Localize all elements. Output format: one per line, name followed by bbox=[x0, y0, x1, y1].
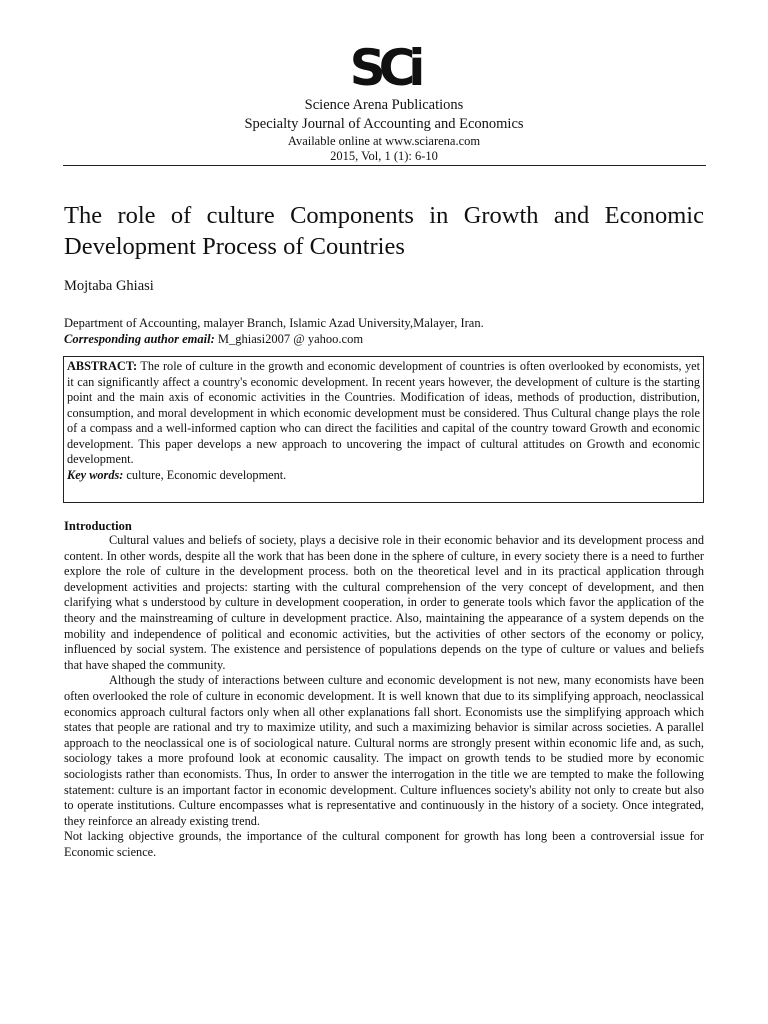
abstract-text: The role of culture in the growth and economic development of countries is often overlooked by economists, yet it can significantly affect a country's economic development. In recent years however, the development of culture is the starting point and the main axis of economic activities in the Countries. Modification of ideas, methods of production, distribution, consumption, and moral development in which economic development must be considered. Thus Cultural change plays the role of a compass and a well-informed caption who can direct the facilities and capital of the country toward Growth and economic development. This paper develops a new approach to uncovering the impact of cultural attitudes on Growth and economic development. bbox=[67, 359, 700, 466]
introduction-body bbox=[64, 533, 704, 860]
abstract-paragraph bbox=[67, 359, 700, 468]
body-paragraph: Not lacking objective grounds, the importance of the cultural component for growth has long been a controversial issue for Economic science. bbox=[64, 829, 704, 859]
abstract-box bbox=[63, 356, 704, 503]
author-affiliation: Department of Accounting, malayer Branch, Islamic Azad University,Malayer, Iran. bbox=[64, 316, 484, 330]
email-address: M_ghiasi2007 @ yahoo.com bbox=[214, 332, 364, 346]
header-divider bbox=[63, 165, 706, 166]
keywords-text: culture, Economic development. bbox=[123, 467, 287, 482]
body-paragraph: Although the study of interactions between culture and economic development is not new, many economists have been often overlooked the role of culture in economic development. It is well known that due to its simplifying approach, neoclassical economics approach cultural factors only when all other explanations fall short. Economists use the simplifying approach which states that people are rational and try to maximize utility, and such a maximizing behavior is similar across societies. A parallel approach to the neoclassical one is of sociological nature. Cultural norms are strongly present within economic life and, as such, sociology takes a more profound look at economic causality. The impact on growth tends to be studied more by economic sociologists rather than economists. Thus, In order to answer the interrogation in the title we are tempted to make the following statement: culture is an important factor in economic development. Culture influences society's ability not only to create but also to operate institutions. Culture encompasses what is representative and continuously in the history of a society. Once integrated, they reinforce an already existing trend. bbox=[64, 673, 704, 828]
author-name: Mojtaba Ghiasi bbox=[64, 278, 154, 294]
keywords-label: Key words: bbox=[67, 467, 124, 482]
publisher-name: Science Arena Publications bbox=[304, 97, 464, 113]
sciarena-logo: SCi bbox=[349, 39, 419, 97]
availability-line: Available online at www.sciarena.com bbox=[287, 134, 481, 148]
article-title: The role of culture Components in Growth and Economic Development Process of Countries bbox=[64, 202, 704, 260]
author-email-line bbox=[64, 331, 363, 347]
introduction-heading: Introduction bbox=[64, 519, 132, 533]
email-label: Corresponding author email: bbox=[64, 332, 215, 346]
body-paragraph: Cultural values and beliefs of society, plays a decisive role in their economic behavior and its development process and content. In other words, despite all the work that has been done in the sphere of culture, in every society there is a need to further explore the role of culture in the development process. both on the theoretical level and in its practical application through development activities and projects: starting with the cultural comprehension of the very concept of development, and then clarifying what s understood by culture in development cooperation, in order to generate tools which favor the application of the theory and the mainstreaming of culture in development practice. Also, maintaining the appearance of a system depends on the mobility and independence of political and economic activities, but the activities of other sectors of the economy or policy, influenced by social system. The existence and persistence of populations depends on the type of culture or values and beliefs that have shaped the community. bbox=[64, 533, 704, 672]
abstract-label: ABSTRACT: bbox=[67, 359, 138, 373]
journal-name: Specialty Journal of Accounting and Economics bbox=[244, 116, 524, 132]
keywords-line bbox=[67, 468, 700, 484]
volume-line: 2015, Vol, 1 (1): 6-10 bbox=[330, 149, 438, 163]
